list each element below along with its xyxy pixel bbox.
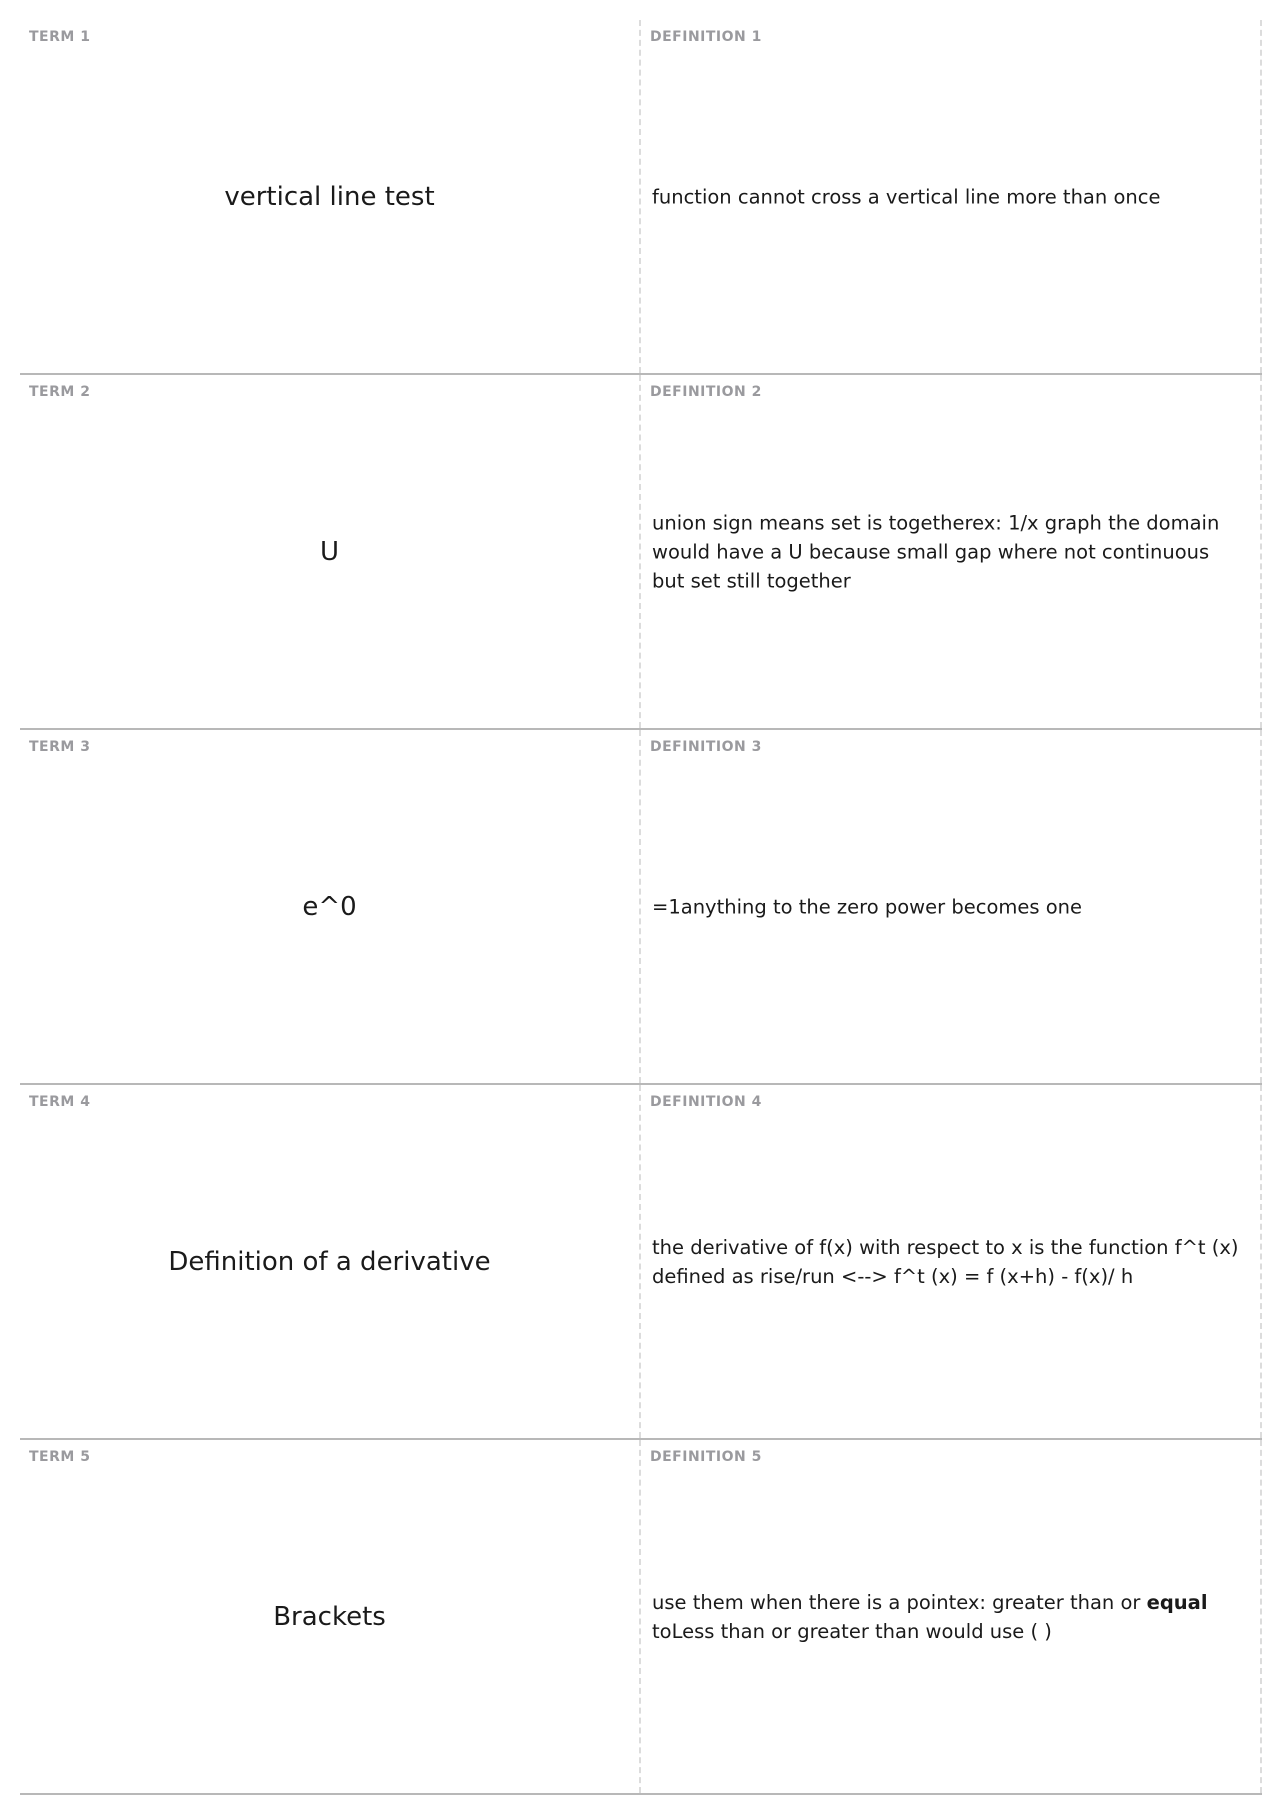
term-cell-1 (20, 20, 641, 373)
card-row-5 (20, 1440, 1262, 1795)
term-label-2: TERM 2 (29, 384, 91, 400)
definition-text-2: union sign means set is togetherex: 1/x graph the domain would have a U because small gap where not continuous but set still together (652, 511, 1220, 592)
term-cell-5 (20, 1440, 641, 1793)
definition-label-4: DEFINITION 4 (650, 1094, 762, 1110)
definition-label-5: DEFINITION 5 (650, 1449, 762, 1465)
definition-text-1: function cannot cross a vertical line more than once (652, 185, 1161, 208)
term-cell-4 (20, 1085, 641, 1438)
definition-label-1: DEFINITION 1 (650, 29, 762, 45)
term-label-4: TERM 4 (29, 1094, 91, 1110)
card-row-4 (20, 1085, 1262, 1440)
flashcard-sheet (20, 20, 1262, 1795)
term-cell-3 (20, 730, 641, 1083)
definition-text-5 (652, 1588, 1246, 1646)
term-text-1: vertical line test (224, 181, 435, 212)
definition-cell-3 (641, 730, 1262, 1083)
definition-label-2: DEFINITION 2 (650, 384, 762, 400)
card-row-3 (20, 730, 1262, 1085)
definition-text-5-part-1: use them when there is a pointex: greater than or (652, 1590, 1147, 1614)
definition-cell-4 (641, 1085, 1262, 1438)
card-row-1 (20, 20, 1262, 375)
definition-cell-5 (641, 1440, 1262, 1793)
term-label-3: TERM 3 (29, 739, 91, 755)
definition-label-3: DEFINITION 3 (650, 739, 762, 755)
definition-cell-1 (641, 20, 1262, 373)
term-cell-2 (20, 375, 641, 728)
definition-text-4: the derivative of f(x) with respect to x is the function f^t (x) defined as rise/run <--> f^t (x) = f (x+h) - f(x)/ h (652, 1235, 1239, 1288)
definition-text-5-part-2: toLess than or greater than would use ( ) (652, 1619, 1052, 1643)
definition-cell-2 (641, 375, 1262, 728)
term-text-3: e^0 (302, 891, 357, 922)
term-label-5: TERM 5 (29, 1449, 91, 1465)
term-label-1: TERM 1 (29, 29, 91, 45)
definition-text-5-bold: equal (1146, 1590, 1208, 1614)
definition-text-3: =1anything to the zero power becomes one (652, 895, 1083, 918)
term-text-2: U (319, 536, 340, 567)
card-row-2 (20, 375, 1262, 730)
term-text-4: Definition of a derivative (168, 1246, 491, 1277)
term-text-5: Brackets (273, 1601, 386, 1632)
